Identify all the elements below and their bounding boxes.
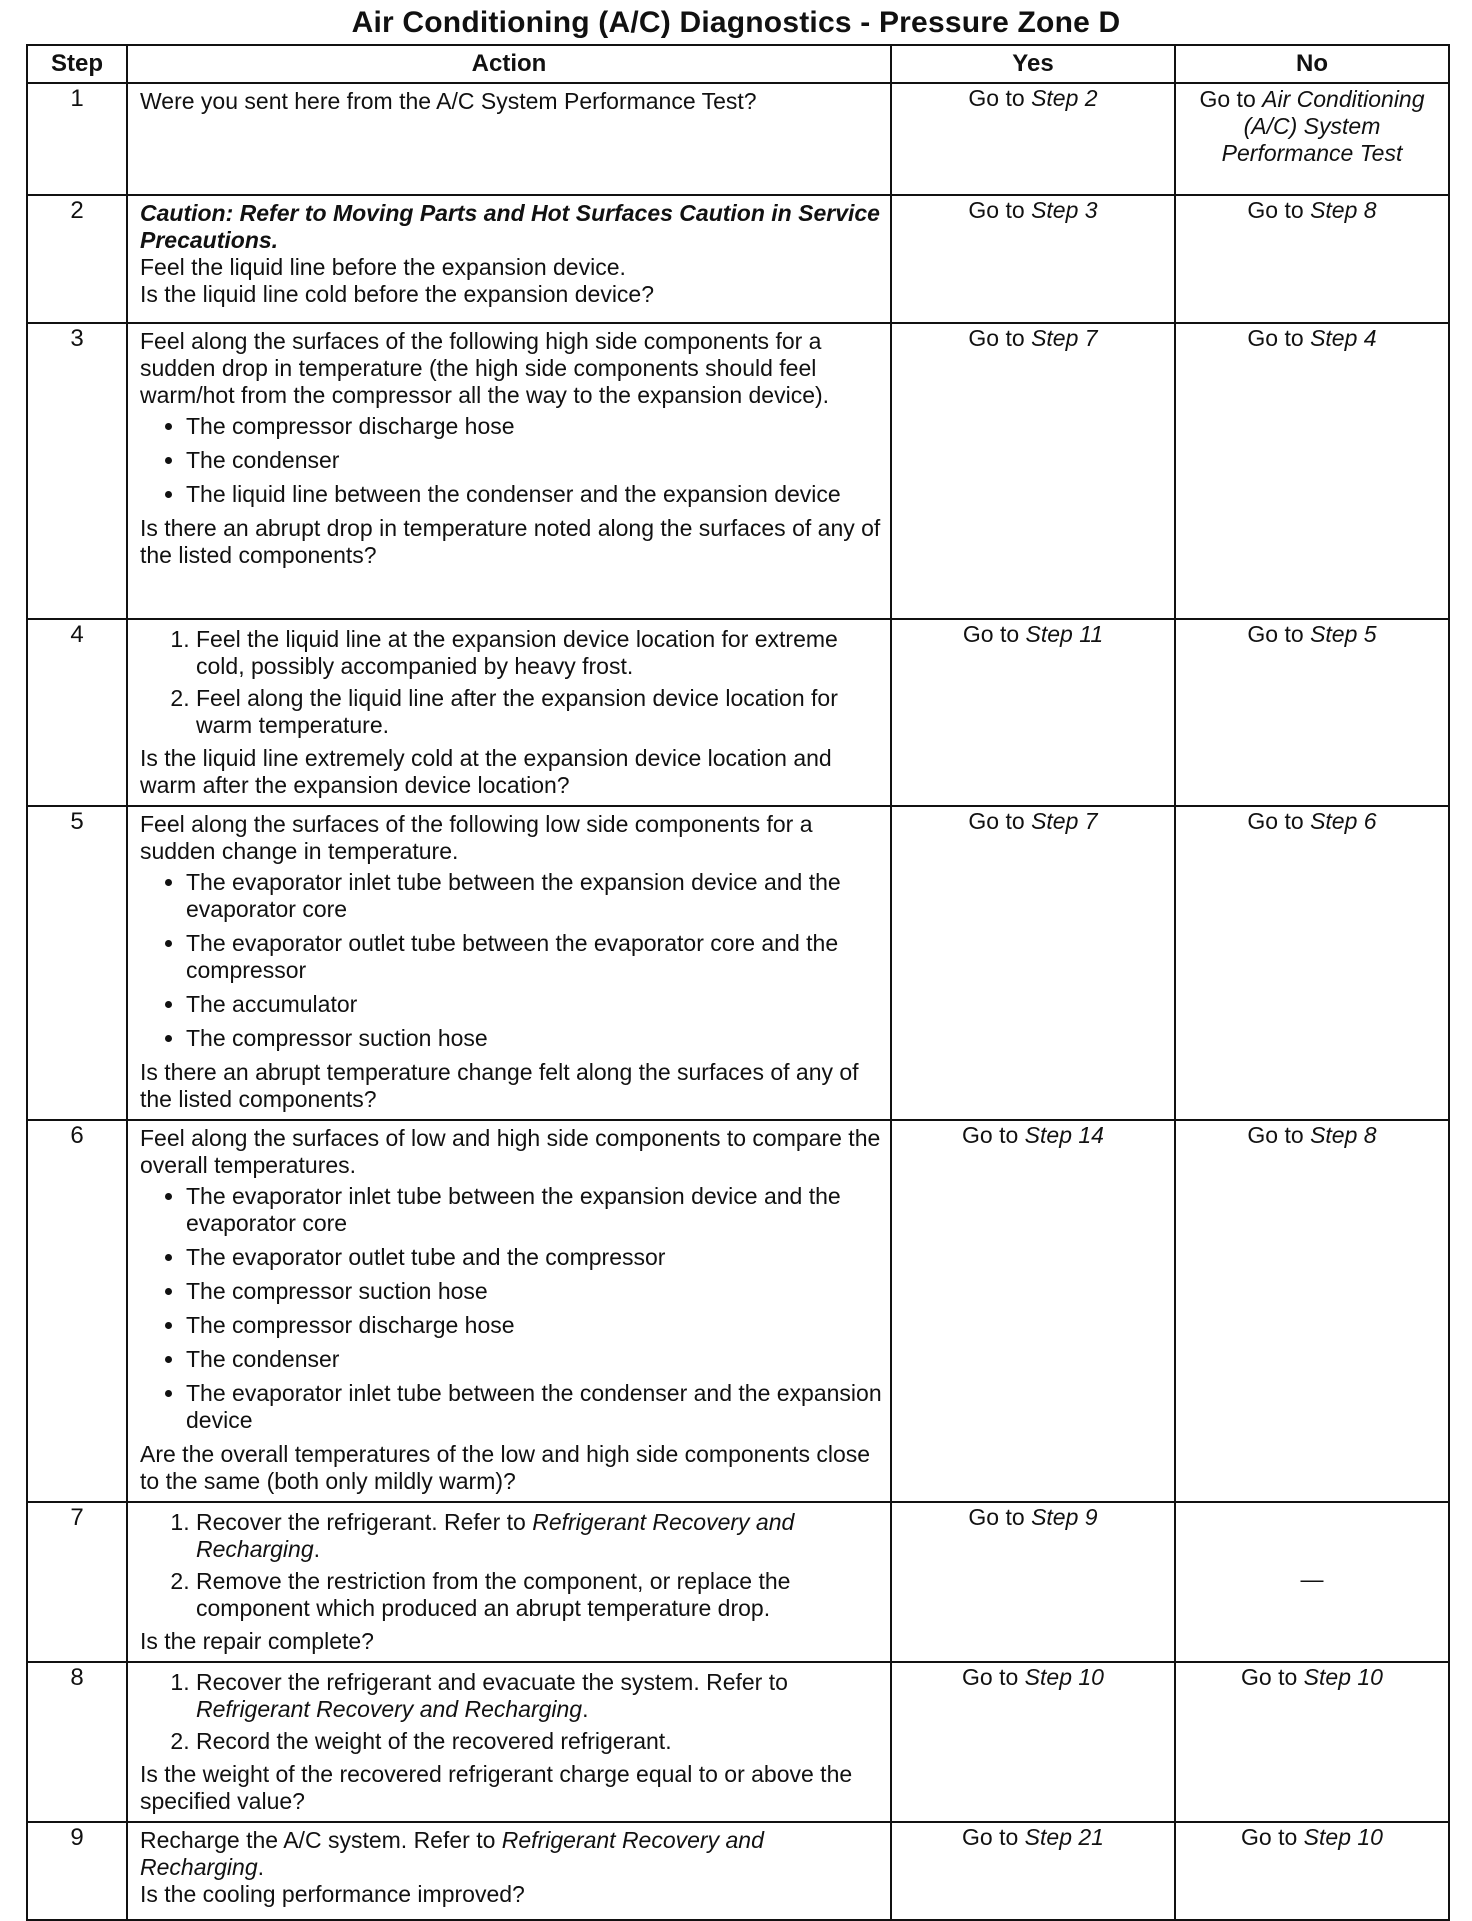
yes-cell (891, 619, 1175, 806)
step-reference: Step 3 (1031, 197, 1098, 223)
item-text: Recover the refrigerant and evacuate the system. Refer to (196, 1669, 788, 1695)
procedure-reference: Performance Test (1221, 140, 1403, 166)
step-number: 7 (27, 1502, 127, 1662)
no-cell (1175, 1120, 1449, 1502)
yes-cell (891, 1120, 1175, 1502)
go-to-label: Go to (968, 85, 1025, 111)
instruction-text: Feel the liquid line before the expansion device. (140, 254, 626, 280)
table-row (27, 195, 1449, 323)
list-item: 1. Recover the refrigerant and evacuate the system. Refer to Refrigerant Recovery and Recharging. (196, 1669, 882, 1723)
header-no: No (1175, 45, 1449, 83)
list-item: • The accumulator (186, 991, 882, 1018)
step-number: 3 (27, 323, 127, 619)
step-reference: Step 14 (1024, 1122, 1104, 1148)
no-action-dash: — (1300, 1566, 1324, 1592)
step-reference: Step 8 (1310, 197, 1377, 223)
diagnostic-table (26, 44, 1450, 1921)
go-to-label: Go to (968, 325, 1025, 351)
table-row (27, 1120, 1449, 1502)
step-number: 8 (27, 1662, 127, 1822)
numbered-list (140, 1509, 882, 1622)
header-row (27, 45, 1449, 83)
list-item: • The compressor suction hose (186, 1278, 882, 1305)
list-item: • The evaporator outlet tube between the evaporator core and the compressor (186, 930, 882, 984)
step-reference: Step 10 (1303, 1824, 1383, 1850)
step-number: 9 (27, 1822, 127, 1920)
list-item: • The evaporator inlet tube between the condenser and the expansion device (186, 1380, 882, 1434)
question-text: Is there an abrupt temperature change felt along the surfaces of any of the listed components? (140, 1059, 859, 1112)
instruction-text: Feel along the surfaces of low and high side components to compare the overall temperatures. (140, 1125, 881, 1178)
go-to-label: Go to (968, 1504, 1025, 1530)
list-item: 2. Record the weight of the recovered refrigerant. (196, 1728, 882, 1755)
no-cell (1175, 1662, 1449, 1822)
list-item: • The evaporator inlet tube between the expansion device and the evaporator core (186, 869, 882, 923)
procedure-reference: Air Conditioning (1262, 86, 1425, 112)
question-text: Is there an abrupt drop in temperature noted along the surfaces of any of the listed components? (140, 515, 881, 568)
header-step: Step (27, 45, 127, 83)
no-cell (1175, 1822, 1449, 1920)
table-row (27, 619, 1449, 806)
no-cell (1175, 83, 1449, 195)
go-to-label: Go to (1199, 86, 1256, 112)
yes-cell (891, 83, 1175, 195)
action-cell (127, 83, 891, 195)
yes-cell (891, 1662, 1175, 1822)
no-cell (1175, 806, 1449, 1120)
go-to-label: Go to (962, 621, 1020, 647)
bullet-list (140, 869, 882, 1052)
item-text: Recharge the A/C system. Refer to (140, 1827, 496, 1853)
instruction-text: Recharge the A/C system. Refer to Refrigerant Recovery and Recharging. (140, 1827, 764, 1880)
list-item: 2. Feel along the liquid line after the expansion device location for warm temperature. (196, 685, 882, 739)
step-number: 5 (27, 806, 127, 1120)
yes-cell (891, 806, 1175, 1120)
yes-cell (891, 323, 1175, 619)
action-cell (127, 1662, 891, 1822)
list-item: 1. Recover the refrigerant. Refer to Refrigerant Recovery and Recharging. (196, 1509, 882, 1563)
action-cell (127, 323, 891, 619)
list-item: • The compressor discharge hose (186, 413, 882, 440)
step-number: 2 (27, 195, 127, 323)
step-number: 1 (27, 83, 127, 195)
question-text: Is the weight of the recovered refrigerant charge equal to or above the specified value? (140, 1761, 853, 1814)
item-text: Recover the refrigerant. Refer to (196, 1509, 526, 1535)
yes-cell (891, 195, 1175, 323)
table-row (27, 323, 1449, 619)
table-row (27, 806, 1449, 1120)
step-reference: Step 10 (1024, 1664, 1104, 1690)
instruction-text: Feel along the surfaces of the following high side components for a sudden drop in temperature (the high side components should feel warm/hot from the compressor all the way to the expansion device). (140, 328, 830, 408)
procedure-reference: (A/C) System (1243, 113, 1381, 139)
question-text: Is the repair complete? (140, 1628, 374, 1654)
go-to-label: Go to (962, 1664, 1019, 1690)
step-reference: Step 10 (1303, 1664, 1383, 1690)
step-reference: Step 4 (1310, 325, 1377, 351)
list-item: • The evaporator outlet tube and the compressor (186, 1244, 882, 1271)
go-to-label: Go to (962, 1122, 1019, 1148)
go-to-label: Go to (1247, 1122, 1304, 1148)
instruction-text: Feel along the surfaces of the following low side components for a sudden change in temperature. (140, 811, 813, 864)
page-title: Air Conditioning (A/C) Diagnostics - Pressure Zone D (351, 6, 1121, 39)
bullet-list (140, 1183, 882, 1434)
procedure-reference: Refrigerant Recovery and Recharging (196, 1509, 795, 1562)
list-item: • The condenser (186, 1346, 882, 1373)
numbered-list (140, 626, 882, 739)
list-item: • The compressor discharge hose (186, 1312, 882, 1339)
action-cell (127, 195, 891, 323)
go-to-label: Go to (968, 808, 1025, 834)
question-text: Is the liquid line extremely cold at the expansion device location and warm after the expansion device location? (140, 745, 832, 798)
list-item: 1. Feel the liquid line at the expansion device location for extreme cold, possibly accompanied by heavy frost. (196, 626, 882, 680)
go-to-label: Go to (1241, 1824, 1298, 1850)
header-action: Action (127, 45, 891, 83)
table-row (27, 83, 1449, 195)
question-text: Is the liquid line cold before the expansion device? (140, 281, 655, 307)
step-reference: Step 21 (1024, 1824, 1104, 1850)
list-item: • The liquid line between the condenser and the expansion device (186, 481, 882, 508)
go-to-label: Go to (1247, 325, 1304, 351)
step-number: 6 (27, 1120, 127, 1502)
go-to-label: Go to (1241, 1664, 1298, 1690)
step-reference: Step 2 (1031, 85, 1098, 111)
list-item: 2. Remove the restriction from the component, or replace the component which produced an abrupt temperature drop. (196, 1568, 882, 1622)
procedure-reference: Refrigerant Recovery and Recharging (140, 1827, 764, 1880)
no-cell (1175, 1502, 1449, 1662)
table-row (27, 1662, 1449, 1822)
yes-cell (891, 1502, 1175, 1662)
list-item: • The compressor suction hose (186, 1025, 882, 1052)
no-cell (1175, 195, 1449, 323)
list-item: • The condenser (186, 447, 882, 474)
go-to-label: Go to (1247, 621, 1304, 647)
numbered-list (140, 1669, 882, 1755)
question-text: Were you sent here from the A/C System Performance Test? (140, 88, 757, 114)
step-reference: Step 9 (1031, 1504, 1098, 1530)
yes-cell (891, 1822, 1175, 1920)
step-reference: Step 5 (1310, 621, 1377, 647)
go-to-label: Go to (1247, 808, 1304, 834)
go-to-label: Go to (962, 1824, 1019, 1850)
step-reference: Step 7 (1031, 808, 1098, 834)
no-cell (1175, 323, 1449, 619)
table-row (27, 1502, 1449, 1662)
table-row (27, 1822, 1449, 1920)
step-reference: Step 7 (1031, 325, 1098, 351)
action-cell (127, 1822, 891, 1920)
step-reference: Step 8 (1310, 1122, 1377, 1148)
action-cell (127, 1120, 891, 1502)
step-number: 4 (27, 619, 127, 806)
procedure-reference: Refrigerant Recovery and Recharging (196, 1696, 583, 1722)
action-cell (127, 1502, 891, 1662)
bullet-list (140, 413, 882, 508)
action-cell (127, 806, 891, 1120)
action-cell (127, 619, 891, 806)
question-text: Are the overall temperatures of the low and high side components close to the same (both only mildly warm)? (140, 1441, 871, 1494)
step-reference: Step 6 (1310, 808, 1377, 834)
go-to-label: Go to (968, 197, 1025, 223)
question-text: Is the cooling performance improved? (140, 1881, 525, 1907)
go-to-label: Go to (1247, 197, 1304, 223)
header-yes: Yes (891, 45, 1175, 83)
list-item: • The evaporator inlet tube between the expansion device and the evaporator core (186, 1183, 882, 1237)
caution-text: Caution: Refer to Moving Parts and Hot Surfaces Caution in Service Precautions. (140, 200, 880, 253)
step-reference: Step 11 (1025, 621, 1104, 647)
no-cell (1175, 619, 1449, 806)
